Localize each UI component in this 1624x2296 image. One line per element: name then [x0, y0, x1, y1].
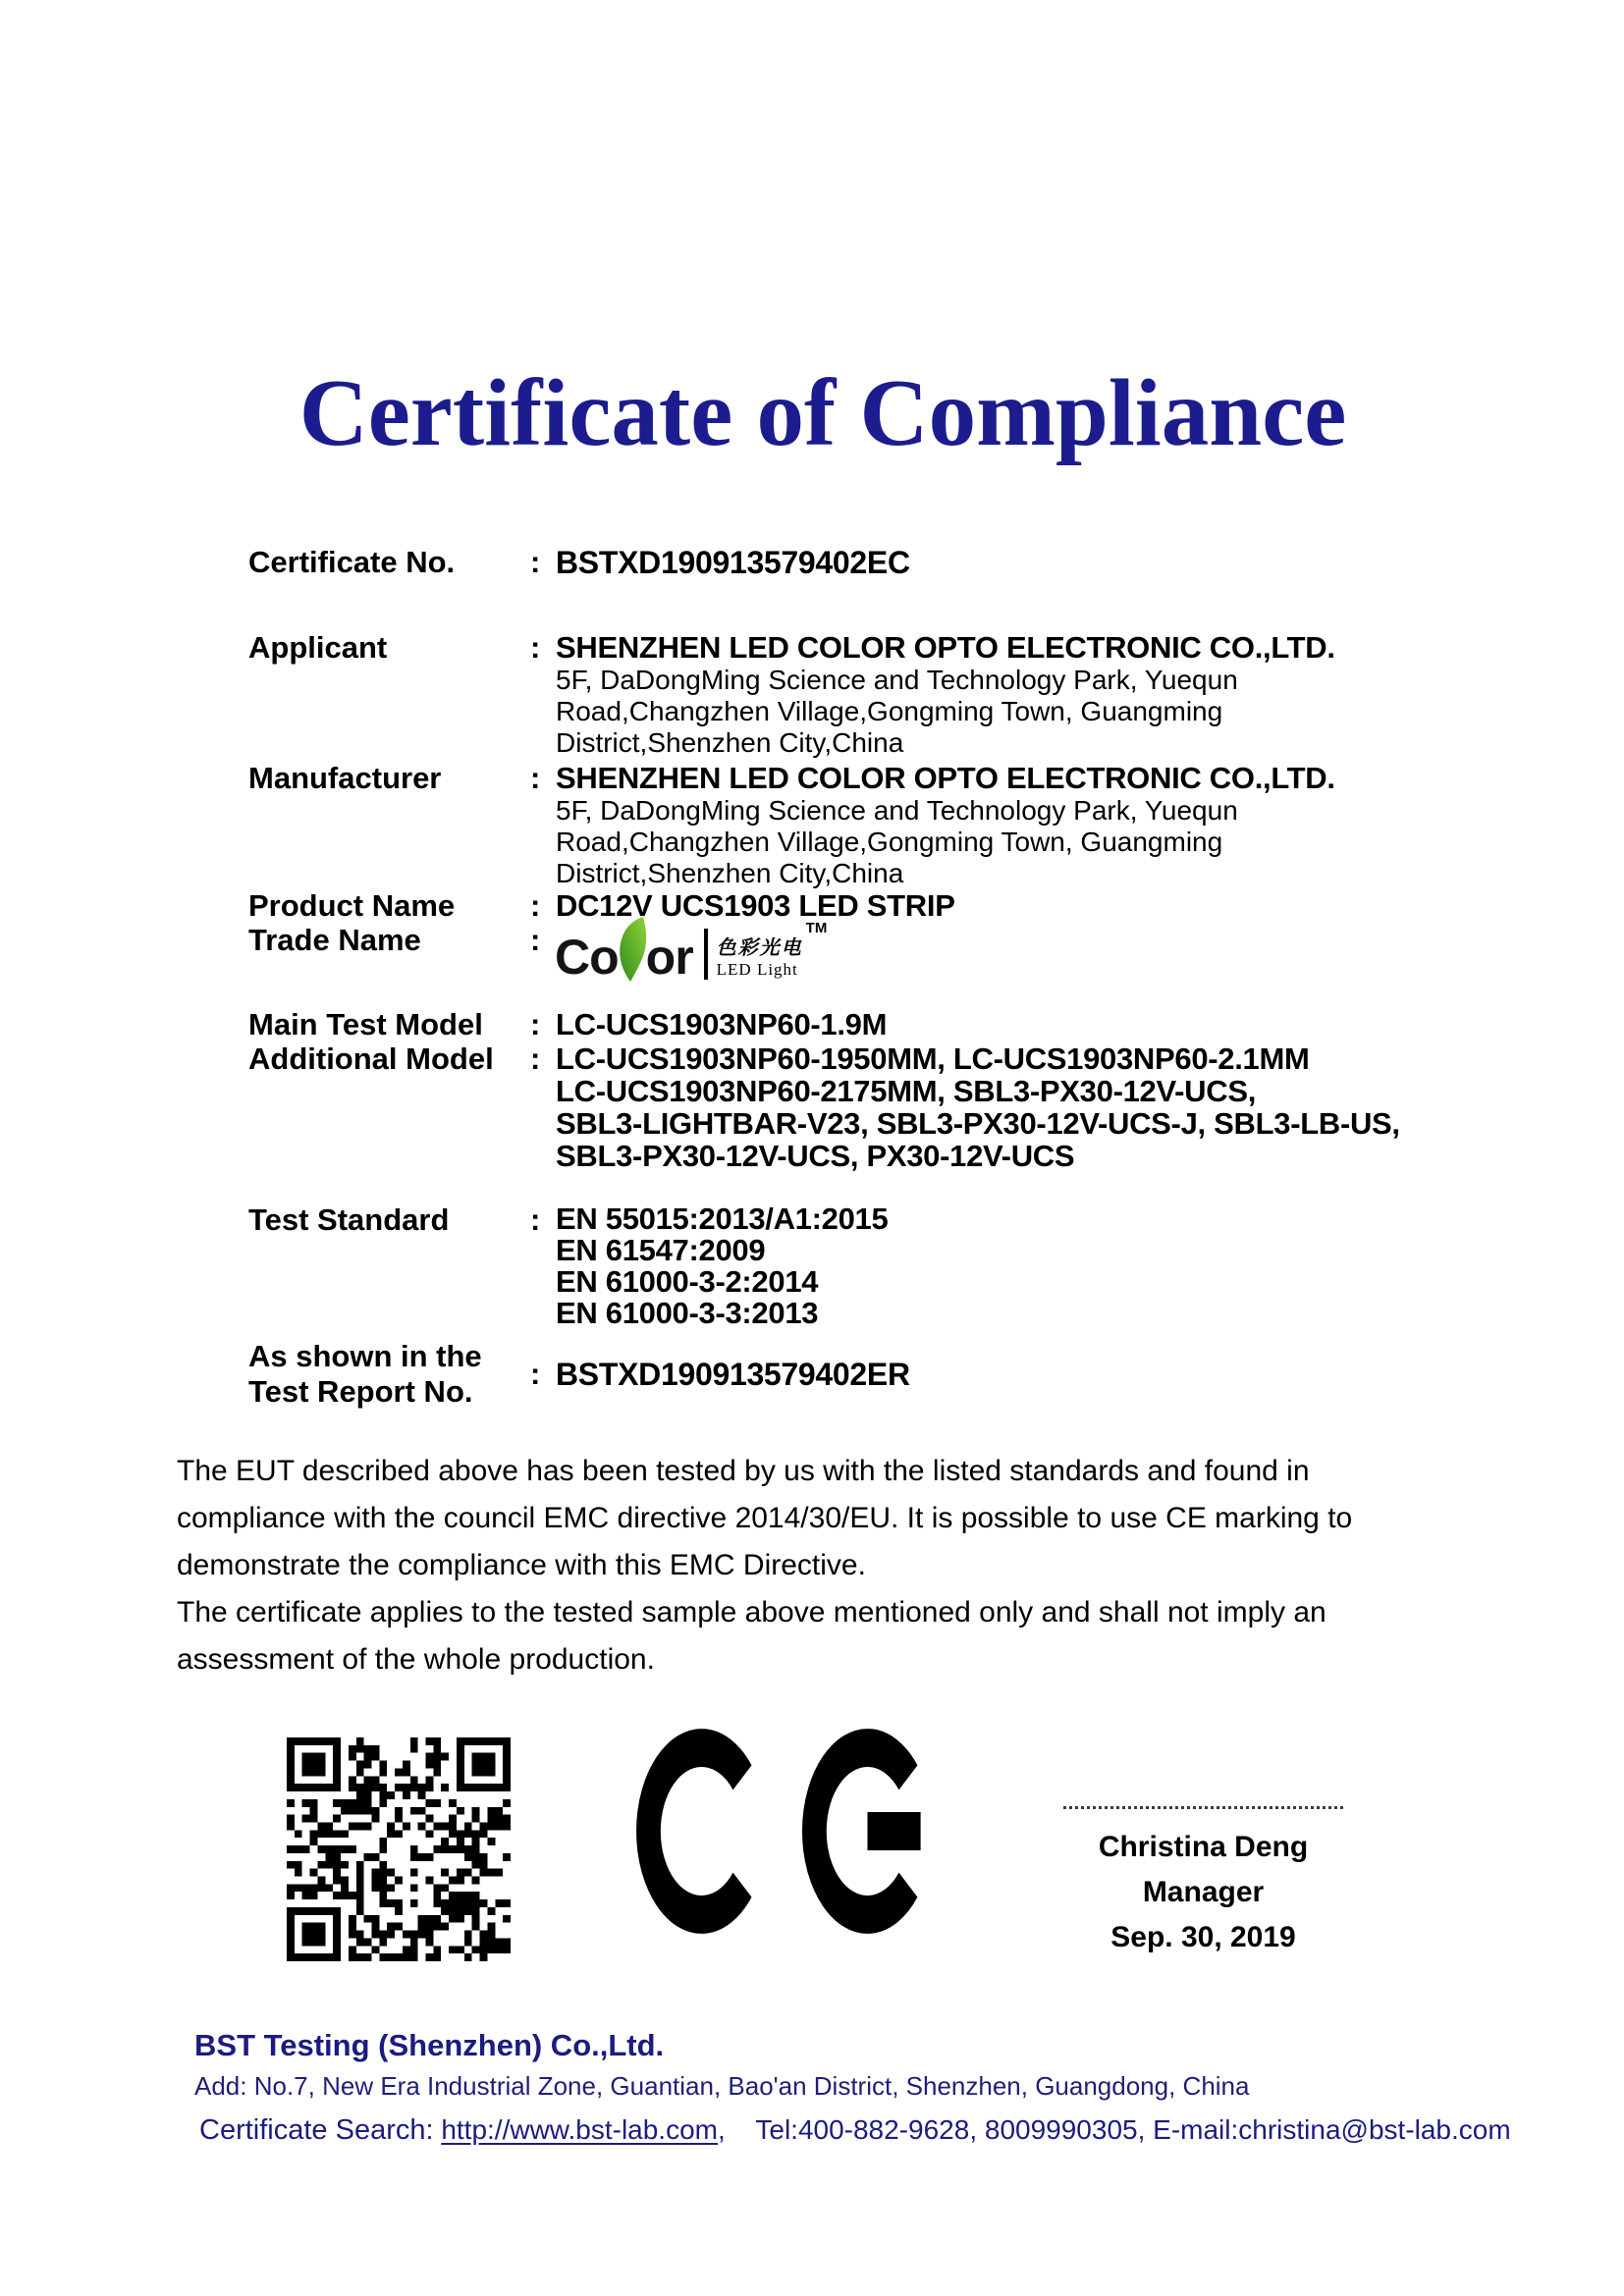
- signatory-title: Manager: [1142, 1876, 1265, 1908]
- model-line: SBL3-LIGHTBAR-V23, SBL3-PX30-12V-UCS-J, SBL3-LB-US,: [556, 1106, 1400, 1141]
- applicant-address-line: District,Shenzhen City,China: [556, 727, 904, 758]
- test-report-label-line: As shown in the: [248, 1339, 482, 1373]
- lab-address: Add: No.7, New Era Industrial Zone, Guantian, Bao'an District, Shenzhen, Guangdong, China: [194, 2071, 1250, 2101]
- field-row-applicant: [248, 631, 1554, 759]
- logo-divider: [704, 929, 708, 980]
- manufacturer-value: [556, 762, 1335, 889]
- lab-contact-info: , Tel:400-882-9628, 8009990305, E-mail:christina@bst-lab.com: [717, 2114, 1511, 2145]
- ce-mark-icon: [636, 1726, 933, 1937]
- statement-text: [177, 1448, 1438, 1683]
- statement-paragraph: The certificate applies to the tested sample above mentioned only and shall not imply an assessment of the whole production.: [177, 1596, 1326, 1676]
- colon: :: [530, 761, 541, 795]
- signatory-name: Christina Deng: [1098, 1831, 1309, 1863]
- signature-block: [1058, 1806, 1348, 1960]
- model-line: LC-UCS1903NP60-1950MM, LC-UCS1903NP60-2.1MM: [556, 1041, 1310, 1076]
- applicant-name: SHENZHEN LED COLOR OPTO ELECTRONIC CO.,LTD.: [556, 630, 1335, 665]
- applicant-label: Applicant: [248, 630, 388, 665]
- model-line: LC-UCS1903NP60-2175MM, SBL3-PX30-12V-UCS,: [556, 1074, 1257, 1108]
- additional-model-value: [556, 1042, 1400, 1172]
- colon: :: [530, 1202, 541, 1237]
- certificate-search-label: Certificate Search:: [199, 2114, 434, 2146]
- applicant-address-line: 5F, DaDongMing Science and Technology Park, Yuequn: [556, 665, 1238, 695]
- main-test-model-label: Main Test Model: [248, 1007, 483, 1041]
- certificate-no-value: BSTXD190913579402EC: [556, 545, 910, 580]
- standard-line: EN 61000-3-2:2014: [556, 1264, 819, 1299]
- signature-dotted-line: [1063, 1806, 1343, 1809]
- manufacturer-address-line: 5F, DaDongMing Science and Technology Park, Yuequn: [556, 795, 1238, 826]
- colon: :: [530, 923, 541, 957]
- manufacturer-address-line: District,Shenzhen City,China: [556, 858, 904, 888]
- applicant-address-line: Road,Changzhen Village,Gongming Town, Guangming: [556, 696, 1223, 726]
- field-row-product-name: [248, 889, 1554, 923]
- certificate-no-label: Certificate No.: [248, 545, 456, 579]
- colon: :: [530, 630, 541, 665]
- logo-chinese-text: 色彩光电: [716, 937, 803, 959]
- trade-name-label: Trade Name: [248, 923, 421, 957]
- field-row-test-report: [248, 1339, 1554, 1410]
- field-row-certificate-no: [248, 546, 1554, 579]
- signature-date: Sep. 30, 2019: [1110, 1921, 1296, 1953]
- field-row-main-test-model: [248, 1008, 1554, 1041]
- manufacturer-address-line: Road,Changzhen Village,Gongming Town, Guangming: [556, 827, 1223, 857]
- product-name-value: DC12V UCS1903 LED STRIP: [556, 888, 955, 923]
- test-standard-value: [556, 1203, 888, 1329]
- certificate-search-line: [199, 2114, 1511, 2147]
- colon: :: [530, 1007, 541, 1041]
- brand-logo: [555, 905, 828, 985]
- field-row-additional-model: [248, 1042, 1554, 1172]
- page-title: Certificate of Compliance: [298, 360, 1347, 465]
- colon: :: [530, 1357, 541, 1391]
- logo-subtext: [717, 936, 803, 982]
- colon: :: [530, 1041, 541, 1076]
- logo-led-light-text: LED Light: [716, 960, 798, 979]
- field-row-manufacturer: [248, 762, 1554, 889]
- statement-paragraph: The EUT described above has been tested by us with the listed standards and found in compliance with the council EMC directive 2014/30/EU. It is possible to use CE marking to demonstrate the compliance with this EMC Directive.: [177, 1455, 1353, 1581]
- logo-text-or: or: [645, 930, 693, 985]
- leaf-icon: [617, 917, 648, 982]
- certificate-search-link[interactable]: http://www.bst-lab.com: [441, 2114, 718, 2145]
- test-report-label-line: Test Report No.: [248, 1374, 473, 1409]
- test-report-label: [248, 1339, 530, 1410]
- manufacturer-name: SHENZHEN LED COLOR OPTO ELECTRONIC CO.,LTD.: [556, 761, 1335, 795]
- standard-line: EN 55015:2013/A1:2015: [556, 1201, 889, 1236]
- manufacturer-label: Manufacturer: [248, 761, 442, 795]
- model-line: SBL3-PX30-12V-UCS, PX30-12V-UCS: [556, 1139, 1075, 1173]
- field-row-trade-name: [248, 924, 1554, 957]
- test-standard-label: Test Standard: [248, 1202, 450, 1237]
- applicant-value: [556, 631, 1335, 759]
- trademark-symbol: TM: [805, 920, 828, 936]
- logo-text-co: Co: [555, 930, 619, 985]
- standard-line: EN 61000-3-3:2013: [556, 1296, 819, 1330]
- product-name-label: Product Name: [248, 888, 456, 923]
- standard-line: EN 61547:2009: [556, 1233, 766, 1267]
- colon: :: [530, 545, 541, 579]
- main-test-model-value: LC-UCS1903NP60-1.9M: [556, 1007, 888, 1041]
- test-report-value: BSTXD190913579402ER: [556, 1357, 910, 1392]
- colon: :: [530, 888, 541, 923]
- qr-code-svg: [287, 1737, 511, 1961]
- field-row-test-standard: [248, 1203, 1554, 1329]
- additional-model-label: Additional Model: [248, 1041, 494, 1076]
- lab-company-name: BST Testing (Shenzhen) Co.,Ltd.: [194, 2028, 665, 2062]
